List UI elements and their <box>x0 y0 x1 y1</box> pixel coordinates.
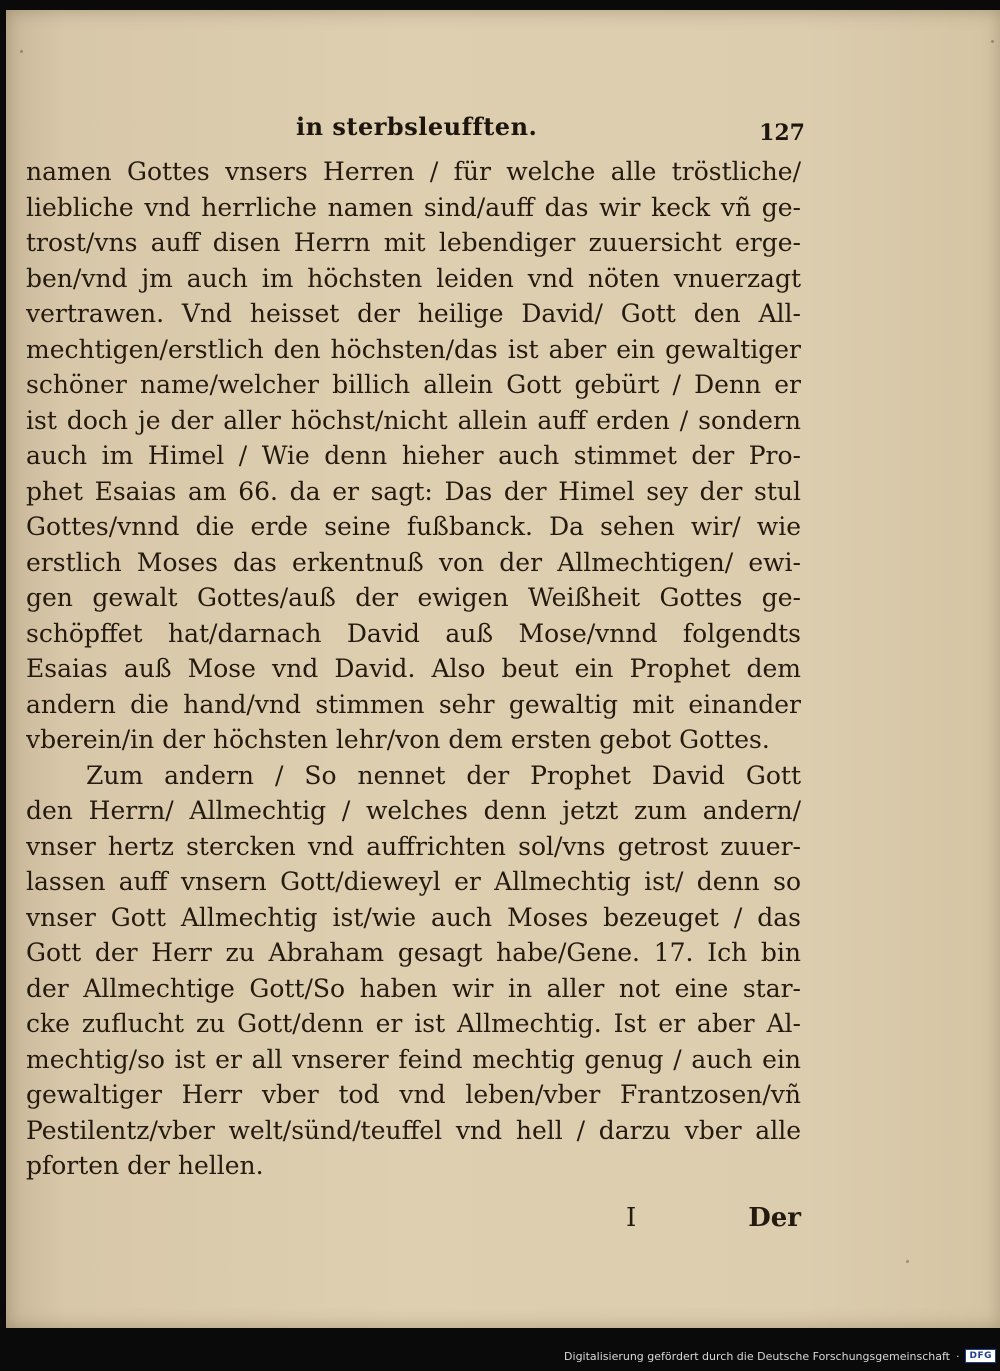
page-footer-marks <box>26 1203 801 1243</box>
paper-speck <box>20 50 23 53</box>
text-line: auch im Himel / Wie denn hieher auch stimmet der Pro- <box>26 441 801 470</box>
text-line: Gott der Herr zu Abraham gesagt habe/Gene. 17. Ich bin <box>26 938 801 967</box>
text-line: andern die hand/vnd stimmen sehr gewaltig mit einander <box>26 689 801 719</box>
signature-mark: I <box>626 1203 637 1233</box>
catchword: Der <box>748 1203 801 1233</box>
credit-separator: · <box>955 1349 960 1363</box>
digitization-credit <box>564 1345 996 1367</box>
text-line: gewaltiger Herr vber tod vnd leben/vber Frantzosen/vñ <box>26 1080 801 1109</box>
text-line: mechtig/so ist er all vnserer feind mechtig genug / auch ein <box>26 1044 801 1074</box>
text-line: liebliche vnd herrliche namen sind/auff das wir keck vñ ge- <box>26 192 801 222</box>
text-line: schöpffet hat/darnach David auß Mose/vnnd folgendts <box>26 618 801 648</box>
text-line: der Allmechtige Gott/So haben wir in aller not eine star- <box>26 973 801 1003</box>
text-line: mechtigen/erstlich den höchsten/das ist aber ein gewaltiger <box>26 334 801 364</box>
text-line: lassen auff vnsern Gott/dieweyl er Allmechtig ist/ denn so <box>26 867 801 896</box>
text-line: namen Gottes vnsers Herren / für welche alle tröstliche/ <box>26 157 801 186</box>
paper-speck <box>991 40 994 43</box>
running-head <box>26 110 805 146</box>
text-line: Pestilentz/vber welt/sünd/teuffel vnd hell / darzu vber alle <box>26 1115 801 1145</box>
credit-text: Digitalisierung gefördert durch die Deutsche Forschungsgemeinschaft <box>564 1349 950 1363</box>
text-line: Zum andern / So nennet der Prophet David Gott <box>86 760 801 790</box>
text-line: schöner name/welcher billich allein Gott gebürt / Denn er <box>26 370 801 399</box>
text-line: ist doch je der aller höchst/nicht allein auff erden / sondern <box>26 405 801 435</box>
text-line: vnser hertz stercken vnd auffrichten sol/vns getrost zuuer- <box>26 831 801 861</box>
text-line: trost/vns auff disen Herrn mit lebendiger zuuersicht erge- <box>26 228 801 257</box>
text-line: cke zuflucht zu Gott/denn er ist Allmechtig. Ist er aber Al- <box>26 1009 801 1038</box>
body-text <box>26 154 801 1184</box>
page-number: 127 <box>759 120 805 146</box>
text-line: vberein/in der höchsten lehr/von dem ersten gebot Gottes. <box>26 725 770 754</box>
text-line: pforten der hellen. <box>26 1151 264 1180</box>
text-line: phet Esaias am 66. da er sagt: Das der Himel sey der stul <box>26 476 801 506</box>
dfg-logo: DFG <box>965 1349 996 1363</box>
text-line: gen gewalt Gottes/auß der ewigen Weißheit Gottes ge- <box>26 583 801 612</box>
text-line: vnser Gott Allmechtig ist/wie auch Moses bezeuget / das <box>26 902 801 932</box>
text-line: Gottes/vnnd die erde seine fußbanck. Da sehen wir/ wie <box>26 512 801 541</box>
book-page <box>6 10 1000 1328</box>
text-line: erstlich Moses das erkentnuß von der Allmechtigen/ ewi- <box>26 547 801 577</box>
text-line: vertrawen. Vnd heisset der heilige David/ Gott den All- <box>26 299 801 328</box>
paper-speck <box>906 1260 909 1263</box>
text-line: Esaias auß Mose vnd David. Also beut ein Prophet dem <box>26 654 801 683</box>
running-title: in sterbsleufften. <box>296 112 538 141</box>
text-line: ben/vnd jm auch im höchsten leiden vnd nöten vnuerzagt <box>26 263 801 293</box>
text-line: den Herrn/ Allmechtig / welches denn jetzt zum andern/ <box>26 796 801 825</box>
